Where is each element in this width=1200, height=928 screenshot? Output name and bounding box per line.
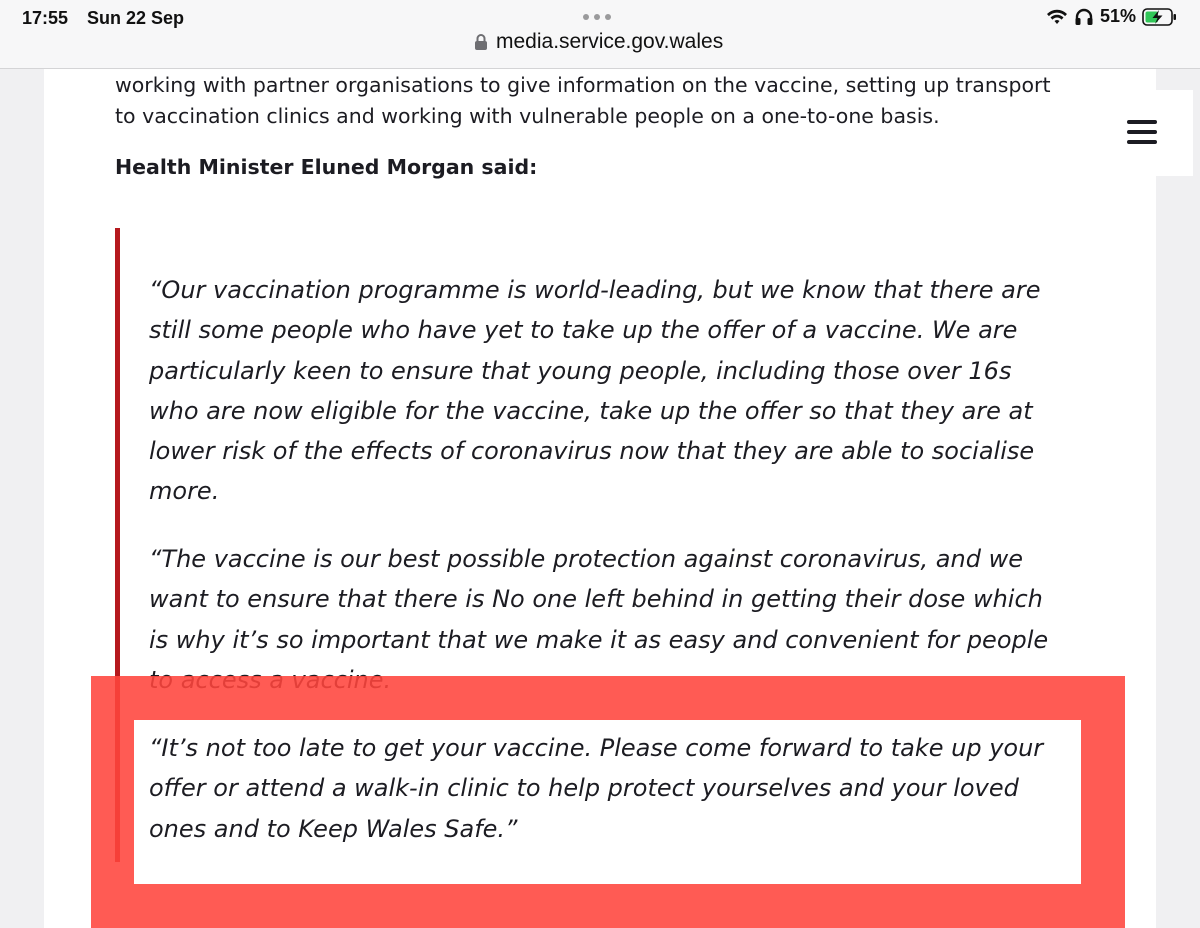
wifi-icon [1046,8,1068,26]
status-indicators [1046,6,1178,27]
battery-percent: 51% [1099,6,1136,26]
url-text: media.service.gov.wales [496,30,724,53]
multitasking-dots-icon[interactable] [583,14,611,20]
url-display[interactable] [474,30,723,54]
minister-attribution: Health Minister Eluned Morgan said: [115,155,538,179]
headphones-icon [1074,8,1094,26]
highlighted-quote-box [134,720,1081,884]
menu-button[interactable] [1093,90,1193,176]
hamburger-menu-icon[interactable] [1127,120,1157,144]
quote-paragraph-3: “It’s not too late to get your vaccine. Please come forward to take up your offer or attend a walk-in clinic to help protect yourselves and your loved ones and to Keep Wales Safe.” [149,734,1044,843]
status-date: Sun 22 Sep [87,8,185,28]
lock-icon [474,33,488,51]
battery-charging-icon [1142,7,1178,27]
status-time: 17:55 [22,8,69,28]
quote-paragraph-1: “Our vaccination programme is world-leading, but we know that there are still some people who have yet to take up the offer of a vaccine. We are particularly keen to ensure that young people, including those over 16s who are now eligible for the vaccine, take up the offer so that they are at lower risk of the effects of coronavirus now that they are able to socialise more. [149,276,1041,506]
address-bar[interactable] [0,30,1200,69]
status-bar [0,0,1200,34]
quote-paragraph-2: “The vaccine is our best possible protection against coronavirus, and we want to ensure that there is No one left behind in getting their dose which is why it’s so important that we make it as easy and convenient for people [149,545,1049,654]
intro-paragraph: working with partner organisations to give information on the vaccine, setting up transport to vaccination clinics and working with vulnerable people on a one-to-one basis. [115,73,1051,128]
